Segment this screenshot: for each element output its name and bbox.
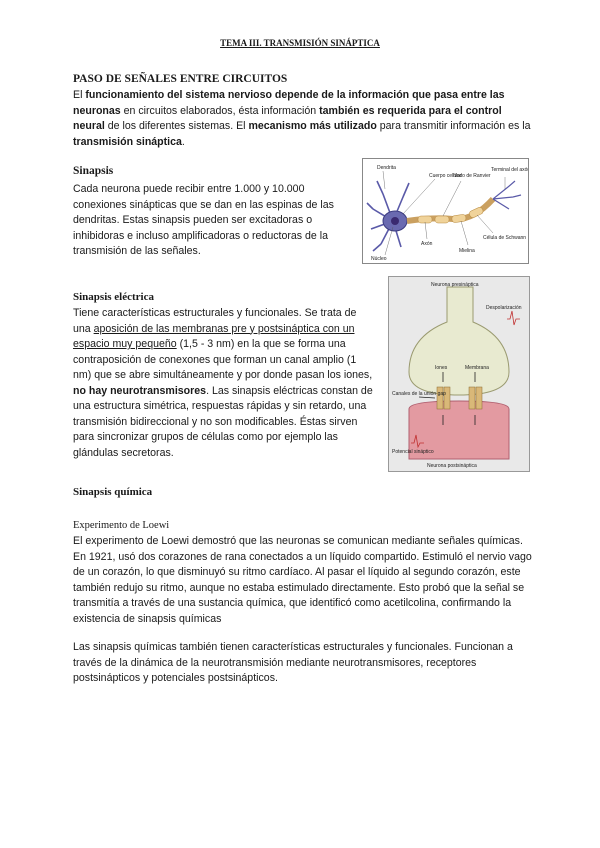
label-nucleo: Núcleo — [371, 256, 387, 262]
document-title: TEMA III. TRANSMISIÓN SINÁPTICA — [220, 38, 380, 48]
label-iones: Iones — [435, 365, 448, 371]
label-despolarizacion: Despolarización — [486, 305, 522, 311]
label-canales: Canales de la unión gap — [392, 391, 446, 397]
electrical-synapse-figure — [388, 276, 530, 472]
section-heading-circuits: PASO DE SEÑALES ENTRE CIRCUITOS — [73, 73, 288, 85]
label-membrana: Membrana — [465, 365, 489, 371]
label-schwann: Célula de Schwann — [483, 235, 527, 241]
label-presinaptica: Neurona presináptica — [431, 282, 479, 288]
neuron-illustration — [363, 159, 528, 263]
label-terminal: Terminal del axón — [491, 167, 528, 173]
neuron-figure — [362, 158, 529, 264]
label-cuerpo: Cuerpo celular — [429, 173, 462, 179]
loewi-paragraph: El experimento de Loewi demostró que las neuronas se comunican mediante señales químicas. En 1921, usó dos corazones de rana conectados a un líquido compartido. Estimuló el nervio vago de un corazón, lo que disminuyó su ritmo cardíaco. Al pasar el líquido al segundo corazón, este también redujo su ritmo, aunque no estaba estimulado directamente. Esto probó que la señal se transmitía a través de una sustancia química, que identificó como acetilcolina, confirmando la existencia de sinapsis químicas — [73, 535, 532, 625]
electrica-paragraph: Tiene características estructurales y funcionales. Se trata de una aposición de las membranas pre y postsináptica con un espacio muy pequeño (1,5 - 3 nm) en la que se forma una contraposición de conexones que forman un canal amplio (1 nm) que se abre simultáneamente y por donde pasan los iones, no hay neurotransmisores. Las sinapsis eléctricas constan de una estructura simétrica, respuestas rápidas y sin retardo, una transmisión bidireccional y no son modificables. Éstas sirven para sincronizar grupos de células como por ejemplo las glándulas secretoras. — [73, 307, 373, 459]
sinapsis-paragraph: Cada neurona puede recibir entre 1.000 y 10.000 conexiones sinápticas que se dan en las espinas de las dendritas. Estas sinapsis pueden ser excitadoras o inhibidoras e incluso amplificadoras o reductoras de la transmisión de las señales. — [73, 183, 334, 257]
quimica-heading: Sinapsis química — [73, 486, 153, 498]
label-dendrita: Dendrita — [377, 165, 396, 171]
label-axon: Axón — [421, 241, 433, 247]
label-postsinaptica: Neurona postsináptica — [427, 463, 477, 469]
electrical-synapse-diagram — [389, 277, 529, 471]
label-nodo: Nodo de Ranvier — [453, 173, 491, 179]
label-potencial: Potencial sináptico — [392, 449, 434, 455]
quimica-paragraph: Las sinapsis químicas también tienen características estructurales y funcionales. Funcionan a través de la dinámica de la neurotransmisión mediante neurotransmisores, receptores postsinápticos y potenciales postsinápticos. — [73, 641, 513, 684]
electrica-heading: Sinapsis eléctrica — [73, 291, 154, 303]
sinapsis-heading: Sinapsis — [73, 165, 114, 177]
circuits-paragraph: El funcionamiento del sistema nervioso depende de la información que pasa entre las neuronas en circuitos elaborados, ésta información también es requerida para el control neural de los diferentes sistemas. El mecanismo más utilizado para transmitir información es la transmisión sináptica. — [73, 89, 531, 148]
loewi-subheading: Experimento de Loewi — [73, 520, 170, 531]
label-mielina: Mielina — [459, 248, 475, 254]
